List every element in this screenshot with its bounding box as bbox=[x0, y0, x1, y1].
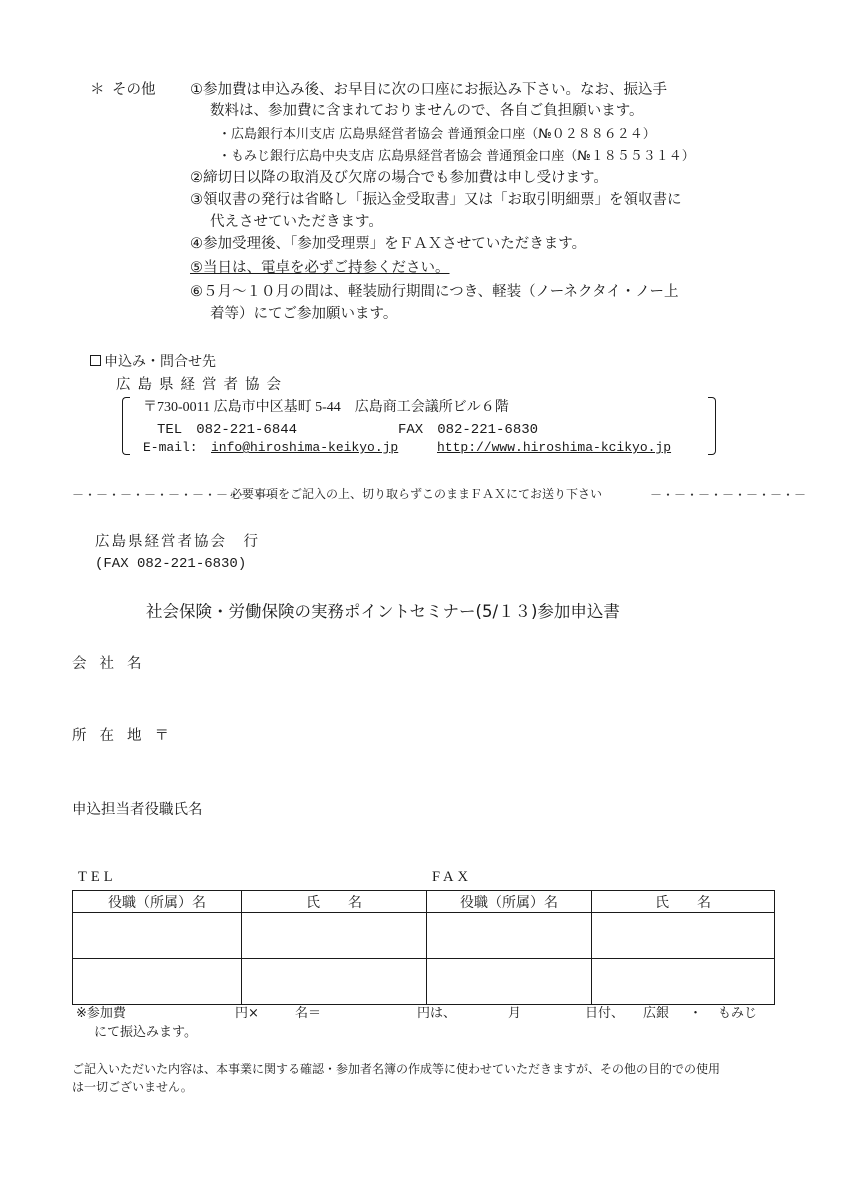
participant-table bbox=[72, 890, 775, 1005]
cut-line-dashes-left: －・－・－・－・－・－・－・－・－ bbox=[72, 488, 277, 502]
note-4: ④参加受理後、「参加受理票」をＦＡＸさせていただきます。 bbox=[190, 236, 587, 252]
fee-persons-equals: 名＝ bbox=[295, 1006, 322, 1021]
contact-email-link[interactable]: info@hiroshima-keikyo.jp bbox=[211, 440, 399, 455]
note-5: ⑤当日は、電卓を必ずご持参ください。 bbox=[190, 260, 450, 276]
fee-day: 日付、 bbox=[585, 1006, 625, 1021]
form-recipient: 広島県経営者協会 行 bbox=[95, 534, 260, 550]
column-header-position-1: 役職（所属）名 bbox=[73, 891, 242, 913]
name-input-cell[interactable] bbox=[592, 959, 775, 1005]
name-input-cell[interactable] bbox=[592, 913, 775, 959]
cut-line-instruction: 必要事項をご記入の上、切り取らずこのままＦＡＸにてお送り下さい bbox=[230, 487, 603, 501]
contact-org: 広島県経営者協会 bbox=[116, 377, 288, 393]
position-input-cell[interactable] bbox=[427, 913, 592, 959]
note-2: ②締切日以降の取消及び欠席の場合でも参加費は申し受けます。 bbox=[190, 170, 608, 186]
name-input-cell[interactable] bbox=[242, 959, 427, 1005]
contact-email-label: E-mail: bbox=[143, 440, 198, 455]
contact-fax: FAX 082-221-6830 bbox=[398, 422, 539, 438]
contact-heading-text: 申込み・問合せ先 bbox=[104, 354, 216, 370]
fee-bank-hirogin: 広銀 bbox=[643, 1006, 670, 1021]
company-name-label: 会社名 bbox=[72, 656, 155, 672]
other-marker: ＊ bbox=[90, 82, 105, 98]
column-header-name-2: 氏 名 bbox=[592, 891, 775, 913]
fee-total-yen: 円は、 bbox=[417, 1006, 457, 1021]
note-1-line-1: ①参加費は申込み後、お早目に次の口座にお振込み下さい。なお、振込手 bbox=[190, 82, 667, 98]
contact-tel: TEL 082-221-6844 bbox=[157, 422, 298, 438]
right-bracket bbox=[708, 397, 716, 455]
note-3-line-1: ③領収書の発行は省略し「振込金受取書」又は「お取引明細票」を領収書に bbox=[190, 192, 682, 208]
privacy-note-line-1: ご記入いただいた内容は、本事業に関する確認・参加者名簿の作成等に使わせていただきますが、その他の目的での使用 bbox=[72, 1062, 721, 1076]
table-header-row bbox=[73, 891, 775, 913]
cut-line-dashes-right: －・－・－・－・－・－・－ bbox=[650, 488, 807, 502]
name-input-cell[interactable] bbox=[242, 913, 427, 959]
note-3-line-2: 代えさせていただきます。 bbox=[210, 214, 383, 230]
table-row bbox=[73, 959, 775, 1005]
bank-account-1: ・広島銀行本川支店 広島県経営者協会 普通預金口座（№０２８８６２４） bbox=[218, 127, 656, 142]
address-label: 所在地〒 bbox=[72, 728, 182, 744]
other-label: その他 bbox=[112, 82, 156, 98]
fee-bank-momiji: もみじ bbox=[718, 1006, 758, 1021]
position-input-cell[interactable] bbox=[73, 959, 242, 1005]
position-input-cell[interactable] bbox=[73, 913, 242, 959]
column-header-name-1: 氏 名 bbox=[242, 891, 427, 913]
note-6-line-2: 着等）にてご参加願います。 bbox=[210, 306, 398, 322]
checkbox-square-icon bbox=[90, 355, 101, 366]
fax-label: FAX bbox=[432, 869, 472, 885]
left-bracket bbox=[122, 397, 130, 455]
contact-heading bbox=[90, 351, 216, 371]
column-header-position-2: 役職（所属）名 bbox=[427, 891, 592, 913]
position-input-cell[interactable] bbox=[427, 959, 592, 1005]
fee-yen-times: 円× bbox=[235, 1006, 259, 1021]
fee-month: 月 bbox=[508, 1006, 522, 1021]
table-row bbox=[73, 913, 775, 959]
fee-prefix: ※参加費 bbox=[76, 1006, 126, 1021]
contact-person-label: 申込担当者役職氏名 bbox=[72, 802, 203, 818]
contact-website-link[interactable]: http://www.hiroshima-kcikyo.jp bbox=[437, 440, 672, 455]
tel-label: TEL bbox=[78, 869, 117, 885]
fee-separator: ・ bbox=[689, 1006, 703, 1021]
form-title: 社会保険・労働保険の実務ポイントセミナー(5/１３)参加申込書 bbox=[146, 602, 620, 621]
privacy-note-line-2: は一切ございません。 bbox=[72, 1080, 193, 1094]
contact-address: 〒730-0011 広島市中区基町 5-44 広島商工会議所ビル６階 bbox=[143, 400, 509, 415]
fee-line-2: にて振込みます。 bbox=[94, 1025, 197, 1040]
bank-account-2: ・もみじ銀行広島中央支店 広島県経営者協会 普通預金口座（№１８５５３１４） bbox=[218, 149, 695, 164]
note-1-line-2: 数料は、参加費に含まれておりませんので、各自ご負担願います。 bbox=[210, 103, 644, 119]
form-recipient-fax: (FAX 082-221-6830) bbox=[95, 556, 247, 572]
note-6-line-1: ⑥５月～１０月の間は、軽装励行期間につき、軽装（ノーネクタイ・ノー上 bbox=[190, 284, 679, 300]
